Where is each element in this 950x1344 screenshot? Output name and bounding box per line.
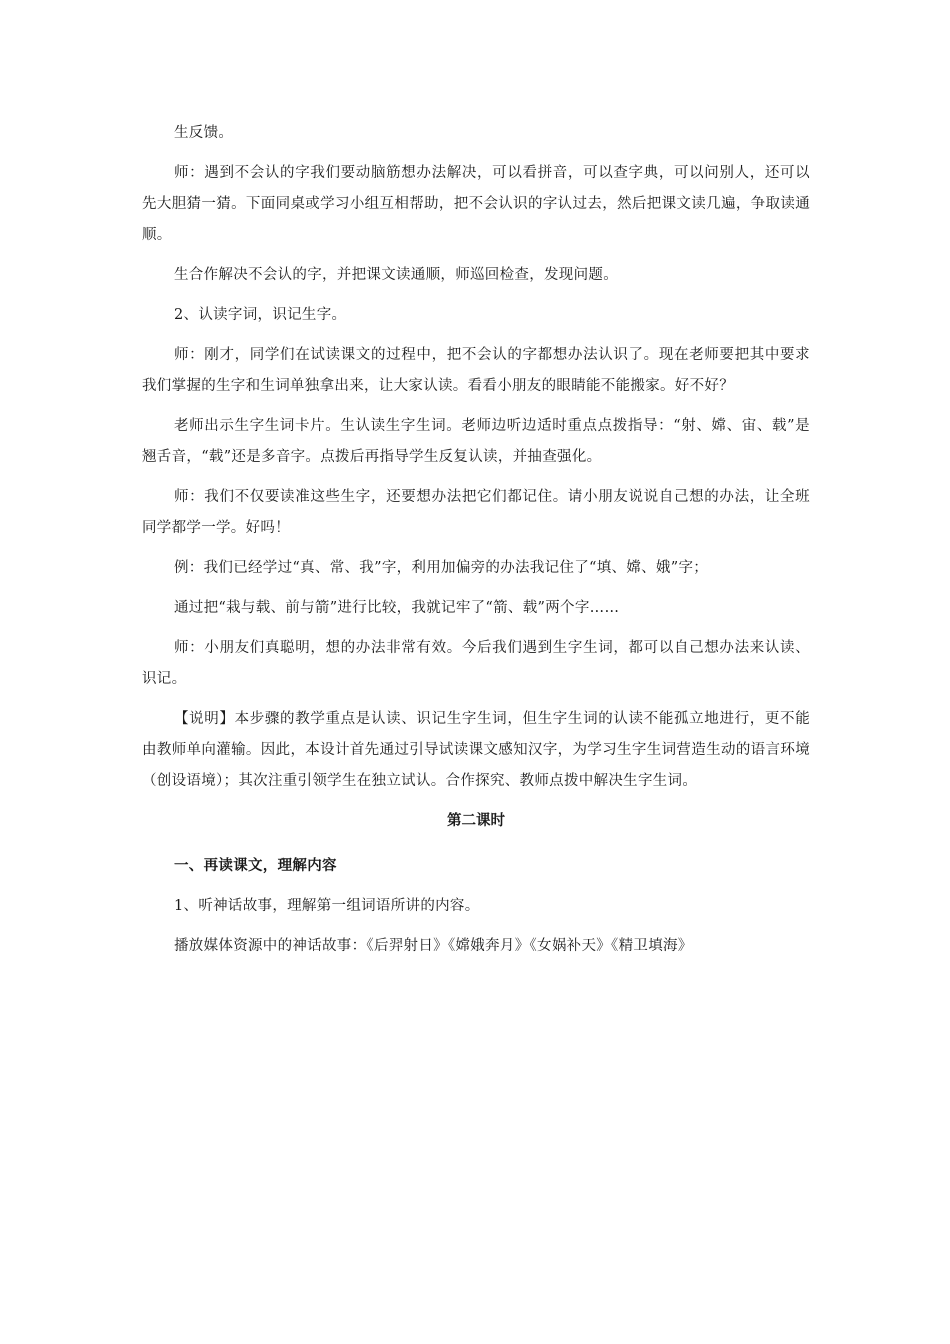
paragraph: 生反馈。 — [174, 125, 234, 141]
note-paragraph — [142, 704, 810, 797]
paragraph: 师：小朋友们真聪明，想的办法非常有效。今后我们遇到生字生词，都可以自己想办法来认读、识记。 — [142, 640, 810, 687]
paragraph: 通过把“栽与载、前与箭”进行比较，我就记牢了“箭、载”两个字…… — [174, 600, 620, 616]
paragraph: 师：我们不仅要读准这些生字，还要想办法把它们都记住。请小朋友说说自己想的办法，让全班同学都学一学。好吗！ — [142, 489, 810, 536]
note-label: 【说明】 — [174, 711, 235, 727]
paragraph: 1、听神话故事，理解第一组词语所讲的内容。 — [174, 898, 480, 914]
section-title: 第二课时 — [447, 813, 505, 829]
paragraph: 例：我们已经学过“真、常、我”字，利用加偏旁的办法我记住了“填、嫦、娥”字； — [174, 560, 709, 576]
document-body — [142, 118, 810, 971]
paragraph: 师：刚才，同学们在试读课文的过程中，把不会认的字都想办法认识了。现在老师要把其中要求我们掌握的生字和生词单独拿出来，让大家认读。看看小朋友的眼睛能不能搬家。好不好？ — [142, 347, 810, 394]
paragraph: 师：遇到不会认的字我们要动脑筋想办法解决，可以看拼音，可以查字典，可以问别人，还可以先大胆猜一猜。下面同桌或学习小组互相帮助，把不会认识的字认过去，然后把课文读几遍，争取读通顺。 — [142, 165, 810, 243]
paragraph: 2、认读字词，识记生字。 — [174, 307, 347, 323]
paragraph: 生合作解决不会认的字，并把课文读通顺，师巡回检查，发现问题。 — [174, 267, 618, 283]
paragraph: 播放媒体资源中的神话故事：《后羿射日》《嫦娥奔月》《女娲补天》《精卫填海》 — [174, 938, 693, 954]
subsection-title: 一、再读课文，理解内容 — [174, 858, 337, 874]
paragraph: 老师出示生字生词卡片。生认读生字生词。老师边听边适时重点点拨指导：“射、嫦、宙、载”是翘舌音，“载”还是多音字。点拨后再指导学生反复认读，并抽查强化。 — [142, 418, 810, 465]
note-text: 本步骤的教学重点是认读、识记生字生词，但生字生词的认读不能孤立地进行，更不能由教师单向灌输。因此，本设计首先通过引导试读课文感知汉字，为学习生字生词营造生动的语言环境（创设语境）；其次注重引领学生在独立试认。合作探究、教师点拨中解决生字生词。 — [142, 711, 810, 789]
